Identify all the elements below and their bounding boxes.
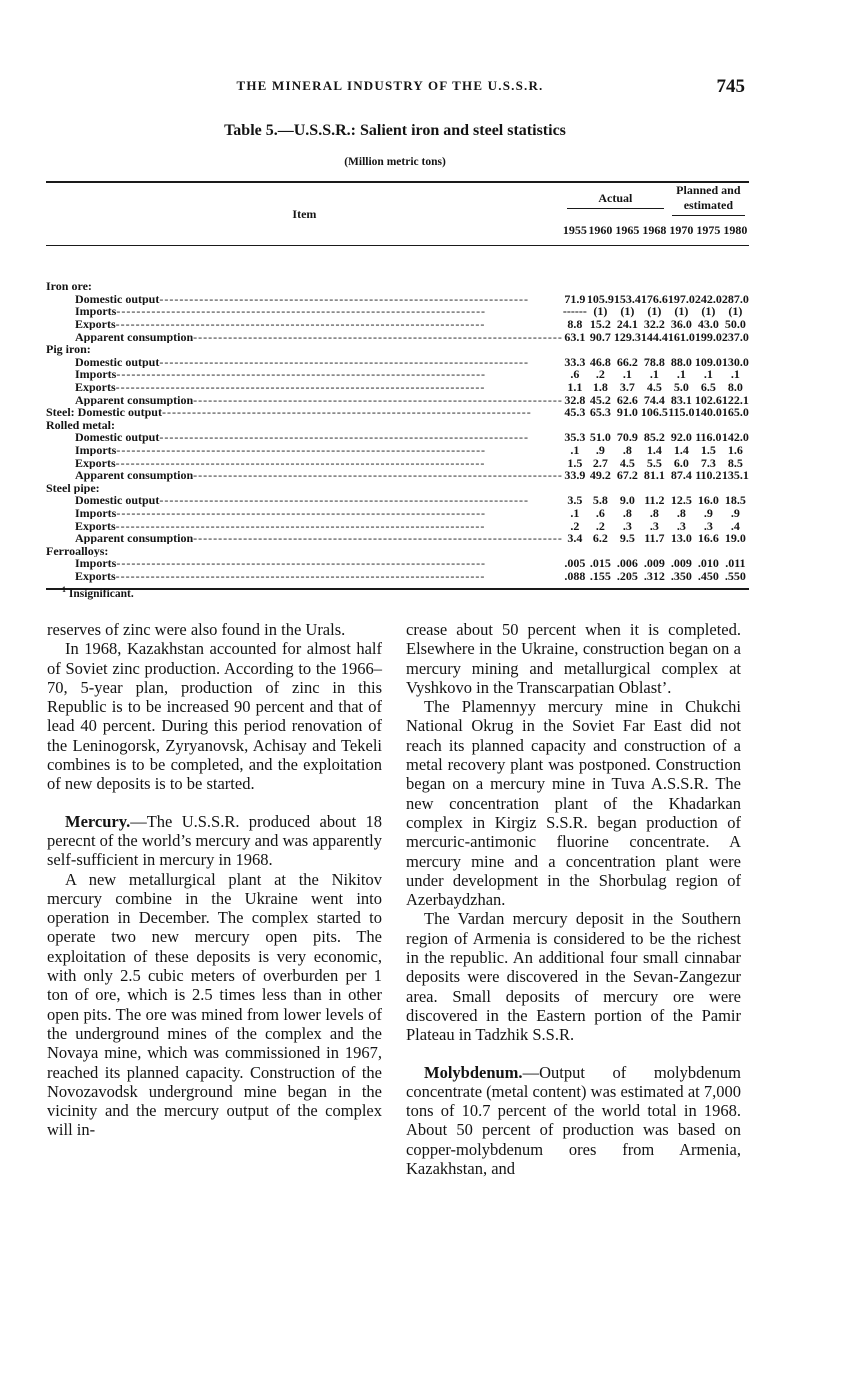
table-row xyxy=(46,519,749,532)
table-cell: 88.0 xyxy=(670,354,692,369)
table-cell: (1) xyxy=(674,304,689,319)
table-cell: .1 xyxy=(622,367,632,382)
table-cell: 9.5 xyxy=(619,531,635,546)
paragraph: A new metallurgical plant at the Nikitov mercury combine in the Ukraine went into operation in December. The complex started to operate two new mercury open pits. The exploitation of these deposits is very economic, with only 2.5 cubic meters of overburden per 1 ton of ore, which is 2.5 times less than in other open pits. The ore was mined from lower levels of the underground mines of the complex and the Novaya mine, which was commissioned in 1967, reached its planned capacity. Construction of the Novozavodsk underground mine began in the vicinity and the mercury output of the complex will in- xyxy=(47,869,382,1140)
table-cell: .450 xyxy=(697,568,719,583)
actual-group-label: Actual xyxy=(567,191,664,209)
table-row xyxy=(46,431,749,444)
table-cell: 78.8 xyxy=(643,354,665,369)
table-cell xyxy=(668,482,695,495)
row-label xyxy=(46,519,563,532)
table-cell: 109.0 xyxy=(694,354,722,369)
table-cell xyxy=(614,482,641,495)
paragraph: The Vardan mercury deposit in the Southern region of Armenia is considered to be the richest in the republic. An additional four small cinnabar deposits were discovered in the Sevan-Zangezur area. Small deposits of mercury ore were discovered in the Eastern portion of the Pamir Plateau in Tadzhik S.S.R. xyxy=(406,909,741,1045)
table-cell: 83.1 xyxy=(670,392,692,407)
table-cell xyxy=(722,419,749,432)
table-cell: .1 xyxy=(570,505,580,520)
table-cell xyxy=(614,246,641,293)
table-cell xyxy=(641,482,668,495)
table-cell: 1.1 xyxy=(567,380,583,395)
row-label xyxy=(46,507,563,520)
row-label xyxy=(46,444,563,457)
table-cell: 135.1 xyxy=(721,468,749,483)
table-cell: 1.4 xyxy=(673,443,689,458)
table-cell: 8.5 xyxy=(727,455,743,470)
table-cell: 81.1 xyxy=(643,468,665,483)
mercury-heading: Mercury. xyxy=(65,811,131,831)
table-footnote xyxy=(62,585,134,600)
item-column-header: Item xyxy=(292,206,317,221)
table-cell: .005 xyxy=(564,556,586,571)
row-label-text: Iron ore: xyxy=(46,279,92,293)
running-head: THE MINERAL INDUSTRY OF THE U.S.S.R. xyxy=(236,78,544,93)
table-cell: 85.2 xyxy=(643,430,665,445)
row-label xyxy=(46,381,563,394)
table-cell xyxy=(563,544,587,557)
row-label-text: Domestic output xyxy=(75,355,160,369)
table-cell: .1 xyxy=(730,367,740,382)
table-cell: 63.1 xyxy=(564,329,586,344)
table-cell: 3.7 xyxy=(619,380,635,395)
table-cell: 3.4 xyxy=(567,531,583,546)
row-label-text: Domestic output xyxy=(75,292,160,306)
table-cell: .011 xyxy=(725,556,746,571)
table-cell: 18.5 xyxy=(724,493,746,508)
table-cell: (1) xyxy=(620,304,635,319)
table-row xyxy=(46,469,749,482)
row-label-text: Pig iron: xyxy=(46,342,91,356)
table-row xyxy=(46,330,749,343)
table-cell: 4.5 xyxy=(646,380,662,395)
table-cell: .3 xyxy=(676,518,686,533)
table-cell: .3 xyxy=(649,518,659,533)
row-label xyxy=(46,456,563,469)
molybdenum-paragraph xyxy=(406,1063,741,1179)
table-cell: .8 xyxy=(622,505,632,520)
table-cell: .1 xyxy=(570,443,580,458)
actual-group-header xyxy=(563,182,668,216)
row-label-text: Exports xyxy=(75,519,116,532)
table-row xyxy=(46,570,749,590)
table-cell: 62.6 xyxy=(616,392,638,407)
row-label xyxy=(46,557,563,570)
left-text-column xyxy=(47,620,382,1140)
row-label xyxy=(46,494,563,507)
row-label xyxy=(46,532,563,545)
paragraph: reserves of zinc were also found in the Urals. xyxy=(47,620,346,639)
table-row xyxy=(46,343,749,356)
table-cell: 24.1 xyxy=(616,317,638,332)
table-cell: 87.4 xyxy=(670,468,692,483)
table-cell xyxy=(668,419,695,432)
planned-group-header xyxy=(668,182,749,216)
table-cell: 66.2 xyxy=(616,354,638,369)
table-cell: 35.3 xyxy=(564,430,586,445)
table-cell xyxy=(722,343,749,356)
table-row xyxy=(46,507,749,520)
table-cell: 92.0 xyxy=(670,430,692,445)
table-cell xyxy=(641,544,668,557)
table-cell: 161.0 xyxy=(667,329,695,344)
paragraph: In 1968, Kazakhstan accounted for almost half of Soviet zinc production. According to the 1966–70, 5-year plan, production of zinc in this Republic is to be increased 90 percent and that of lead 40 percent. During this period renovation of the Leninogorsk, Zyryanovsk, Achisay and Tekeli combines is to be completed, and the exploitation of new deposits is to be started. xyxy=(47,639,382,794)
paragraph-text: —The U.S.S.R. produced about 18 perecnt of the world’s mercury and was apparently self-sufficient in mercury in 1968. xyxy=(47,811,382,870)
table-cell: 110.2 xyxy=(695,468,722,483)
row-label-text: Exports xyxy=(75,317,116,331)
table-cell xyxy=(641,419,668,432)
row-label xyxy=(46,293,563,306)
table-cell: .155 xyxy=(589,568,611,583)
table-row xyxy=(46,456,749,469)
year-header: 1980 xyxy=(723,223,748,237)
table-cell: 5.8 xyxy=(592,493,608,508)
table-cell: .550 xyxy=(724,568,746,583)
year-header: 1960 xyxy=(588,223,613,237)
footnote-mark: 1 xyxy=(62,585,66,594)
table-cell: 2.7 xyxy=(592,455,608,470)
row-label-text: Imports xyxy=(75,305,117,318)
paragraph-text: —Output of molybdenum concentrate (metal content) was estimated at 7,000 tons of 10.7 percent of the world total in 1968. About 50 percent of production was based on copper-molybdenum ores from Armenia, Kazakhstan, and xyxy=(406,1062,741,1179)
table-cell: .8 xyxy=(676,505,686,520)
row-label-text: Apparent consumption xyxy=(75,468,194,482)
table-cell: .088 xyxy=(564,568,586,583)
table-row xyxy=(46,381,749,394)
table-cell: 3.5 xyxy=(567,493,583,508)
table-cell: 1.5 xyxy=(567,455,583,470)
table-row xyxy=(46,544,749,557)
table-cell: 43.0 xyxy=(697,317,719,332)
table-row xyxy=(46,305,749,318)
table-cell: 15.2 xyxy=(589,317,611,332)
table-cell xyxy=(695,343,722,356)
year-header: 1968 xyxy=(642,223,667,237)
table-cell: 176.6 xyxy=(640,291,668,306)
table-cell: (1) xyxy=(593,304,608,319)
table-cell: 1.6 xyxy=(727,443,743,458)
table-cell: 11.7 xyxy=(644,531,665,546)
table-cell xyxy=(563,343,587,356)
year-header: 1955 xyxy=(562,223,587,237)
table-cell: .9 xyxy=(730,505,740,520)
row-label-text: Ferroalloys: xyxy=(46,544,109,558)
table-cell: ------ xyxy=(562,304,587,319)
table-row xyxy=(46,419,749,432)
table-cell: .2 xyxy=(570,518,580,533)
table-cell: 65.3 xyxy=(589,405,611,420)
table-cell: 19.0 xyxy=(724,531,746,546)
row-label-text: Apparent consumption xyxy=(75,531,194,545)
table-cell: 46.8 xyxy=(589,354,611,369)
table-cell: 51.0 xyxy=(589,430,611,445)
table-cell xyxy=(614,544,641,557)
row-label-text: Steel pipe: xyxy=(46,481,100,495)
table-cell: 16.0 xyxy=(697,493,719,508)
row-label xyxy=(46,482,563,495)
table-cell: .9 xyxy=(595,443,605,458)
table-cell: .8 xyxy=(622,443,632,458)
table-cell: .3 xyxy=(622,518,632,533)
table-cell: 140.0 xyxy=(694,405,722,420)
table-cell xyxy=(614,419,641,432)
table-cell: 49.2 xyxy=(589,468,611,483)
table-row xyxy=(46,494,749,507)
table-cell xyxy=(563,482,587,495)
table-cell: .010 xyxy=(697,556,719,571)
table-cell: (1) xyxy=(701,304,716,319)
table-cell: .312 xyxy=(643,568,665,583)
table-cell: 242.0 xyxy=(694,291,722,306)
row-label xyxy=(46,419,563,432)
table-cell: .009 xyxy=(643,556,665,571)
table-cell: 165.0 xyxy=(721,405,749,420)
row-label-text: Imports xyxy=(75,443,117,457)
row-label xyxy=(46,368,563,381)
table-cell: .1 xyxy=(649,367,659,382)
table-cell: 9.0 xyxy=(619,493,635,508)
table-row xyxy=(46,444,749,457)
row-label-text: Apparent consumption xyxy=(75,393,194,406)
row-label-text: Exports xyxy=(75,569,116,583)
table-cell: 287.0 xyxy=(721,291,749,306)
table-body xyxy=(46,246,749,590)
table-cell xyxy=(668,343,695,356)
year-header: 1970 xyxy=(669,223,694,237)
table-cell: 142.0 xyxy=(721,430,749,445)
table-cell xyxy=(587,343,614,356)
row-label-text: Apparent consumption xyxy=(75,330,194,343)
planned-group-label: Planned and estimated xyxy=(672,183,745,216)
table-cell: 199.0 xyxy=(694,329,722,344)
table-cell: 5.5 xyxy=(646,455,662,470)
table-cell xyxy=(587,482,614,495)
table-row xyxy=(46,368,749,381)
table-cell xyxy=(695,419,722,432)
table-cell: 102.6 xyxy=(694,392,722,407)
molybdenum-heading: Molybdenum. xyxy=(424,1062,523,1082)
table-cell: 8.8 xyxy=(567,317,583,332)
table-cell: 5.0 xyxy=(673,380,689,395)
paragraph: crease about 50 percent when it is completed. Elsewhere in the Ukraine, construction began on a mercury mining and metallurgical complex at Vyshkovo in the Transcarpatian Oblast’. xyxy=(406,620,741,697)
paragraph: The Plamennyy mercury mine in Chukchi National Okrug in the Soviet Far East did not reach its planned capacity and construction of a metal recovery plant was postponed. Construction began on a mercury mine in Tuva A.S.S.R. The new concentration plant of the Khadarkan complex in Kirgiz S.S.R. began production of mercuric-antimonic fluorine concentrate. A mercury mine and a concentration plant were under development in the Shorbulag region of Azerbaydzhan. xyxy=(406,697,741,910)
table-cell: 7.3 xyxy=(700,455,716,470)
table-cell: 71.9 xyxy=(564,291,586,306)
table-cell: 67.2 xyxy=(616,468,638,483)
table-cell: 90.7 xyxy=(589,329,611,344)
year-header: 1975 xyxy=(696,223,721,237)
table-cell: 115.0 xyxy=(668,405,695,420)
table-cell: 130.0 xyxy=(721,354,749,369)
table-cell: 32.8 xyxy=(564,392,586,407)
table-cell: .205 xyxy=(616,568,638,583)
table-cell xyxy=(587,419,614,432)
table-cell xyxy=(587,544,614,557)
row-label xyxy=(46,246,563,293)
row-label xyxy=(46,305,563,318)
right-text-column xyxy=(406,620,741,1178)
row-label-text: Imports xyxy=(75,506,117,520)
table-cell: 13.0 xyxy=(670,531,692,546)
table-cell: 50.0 xyxy=(724,317,746,332)
table-cell: 8.0 xyxy=(727,380,743,395)
table-cell: (1) xyxy=(647,304,662,319)
table-cell: 6.5 xyxy=(700,380,716,395)
table-cell: 33.3 xyxy=(564,354,586,369)
table-cell: .009 xyxy=(670,556,692,571)
table-row xyxy=(46,532,749,545)
table-cell xyxy=(587,246,614,293)
table-cell: 106.5 xyxy=(640,405,668,420)
table-cell: 12.5 xyxy=(670,493,692,508)
row-label xyxy=(46,318,563,331)
table-cell xyxy=(695,544,722,557)
row-label xyxy=(46,406,563,419)
table-cell xyxy=(614,343,641,356)
table-cell: 45.2 xyxy=(589,392,611,407)
table-row xyxy=(46,318,749,331)
row-label-text: Imports xyxy=(75,368,117,381)
table-cell: 16.6 xyxy=(697,531,719,546)
table-cell: 122.1 xyxy=(721,392,749,407)
table-cell: 1.5 xyxy=(700,443,716,458)
table-cell: 4.5 xyxy=(619,455,635,470)
table-cell: (1) xyxy=(728,304,743,319)
table-cell: 1.4 xyxy=(646,443,662,458)
table-title: Table 5.—U.S.S.R.: Salient iron and steel statistics xyxy=(224,122,566,139)
row-label-text: Rolled metal: xyxy=(46,418,115,432)
table-cell: .3 xyxy=(703,518,713,533)
page-number: 745 xyxy=(716,76,745,97)
row-label xyxy=(46,330,563,343)
mercury-paragraph xyxy=(47,812,382,870)
table-cell: 105.9 xyxy=(586,291,614,306)
table-cell xyxy=(695,482,722,495)
table-row xyxy=(46,356,749,369)
table-cell: 45.3 xyxy=(564,405,586,420)
table-cell: 11.2 xyxy=(644,493,665,508)
table-cell: 197.0 xyxy=(667,291,695,306)
table-cell: .1 xyxy=(676,367,686,382)
table-row xyxy=(46,557,749,570)
table-cell xyxy=(722,544,749,557)
table-cell: 74.4 xyxy=(643,392,665,407)
table-cell: 6.0 xyxy=(673,455,689,470)
row-label xyxy=(46,544,563,557)
table-cell: 32.2 xyxy=(643,317,665,332)
table-row xyxy=(46,482,749,495)
table-cell xyxy=(641,246,668,293)
table-cell: 153.4 xyxy=(613,291,641,306)
table-cell: .350 xyxy=(670,568,692,583)
table-cell: 237.0 xyxy=(721,329,749,344)
table-cell: 36.0 xyxy=(670,317,692,332)
table-cell: .4 xyxy=(730,518,740,533)
table-row xyxy=(46,406,749,419)
table-cell xyxy=(641,343,668,356)
table-cell: 6.2 xyxy=(592,531,608,546)
table-cell xyxy=(722,246,749,293)
row-label xyxy=(46,343,563,356)
row-label xyxy=(46,393,563,406)
table-row xyxy=(46,293,749,306)
row-label-text: Steel: Domestic output xyxy=(46,405,162,419)
table-cell: .1 xyxy=(703,367,713,382)
table-cell: 33.9 xyxy=(564,468,586,483)
table-cell: .2 xyxy=(595,518,605,533)
table-cell: .6 xyxy=(570,367,580,382)
table-cell: 116.0 xyxy=(695,430,722,445)
table-cell: .2 xyxy=(595,367,605,382)
table-cell: 129.3 xyxy=(613,329,641,344)
table-cell: .006 xyxy=(616,556,638,571)
table-subtitle: (Million metric tons) xyxy=(344,156,446,168)
row-label-text: Exports xyxy=(75,380,116,394)
year-header: 1965 xyxy=(615,223,640,237)
table-cell: .015 xyxy=(589,556,611,571)
table-cell: 1.8 xyxy=(592,380,608,395)
row-label-text: Domestic output xyxy=(75,494,160,507)
table-row xyxy=(46,393,749,406)
table-cell: 91.0 xyxy=(616,405,638,420)
footnote-text: Insignificant. xyxy=(68,587,134,600)
row-label-text: Exports xyxy=(75,456,116,469)
table-cell: .9 xyxy=(703,505,713,520)
table-cell xyxy=(668,544,695,557)
row-label-text: Domestic output xyxy=(75,431,160,444)
iron-steel-statistics-table xyxy=(46,181,749,590)
table-cell xyxy=(695,246,722,293)
row-label xyxy=(46,356,563,369)
table-row xyxy=(46,246,749,293)
table-cell xyxy=(668,246,695,293)
row-label xyxy=(46,469,563,482)
row-label-text: Imports xyxy=(75,557,117,570)
table-cell xyxy=(563,419,587,432)
table-cell: 70.9 xyxy=(616,430,638,445)
table-cell: .6 xyxy=(595,505,605,520)
table-cell: 144.4 xyxy=(640,329,668,344)
table-cell xyxy=(563,246,587,293)
table-cell: .8 xyxy=(649,505,659,520)
table-cell xyxy=(722,482,749,495)
row-label xyxy=(46,431,563,444)
